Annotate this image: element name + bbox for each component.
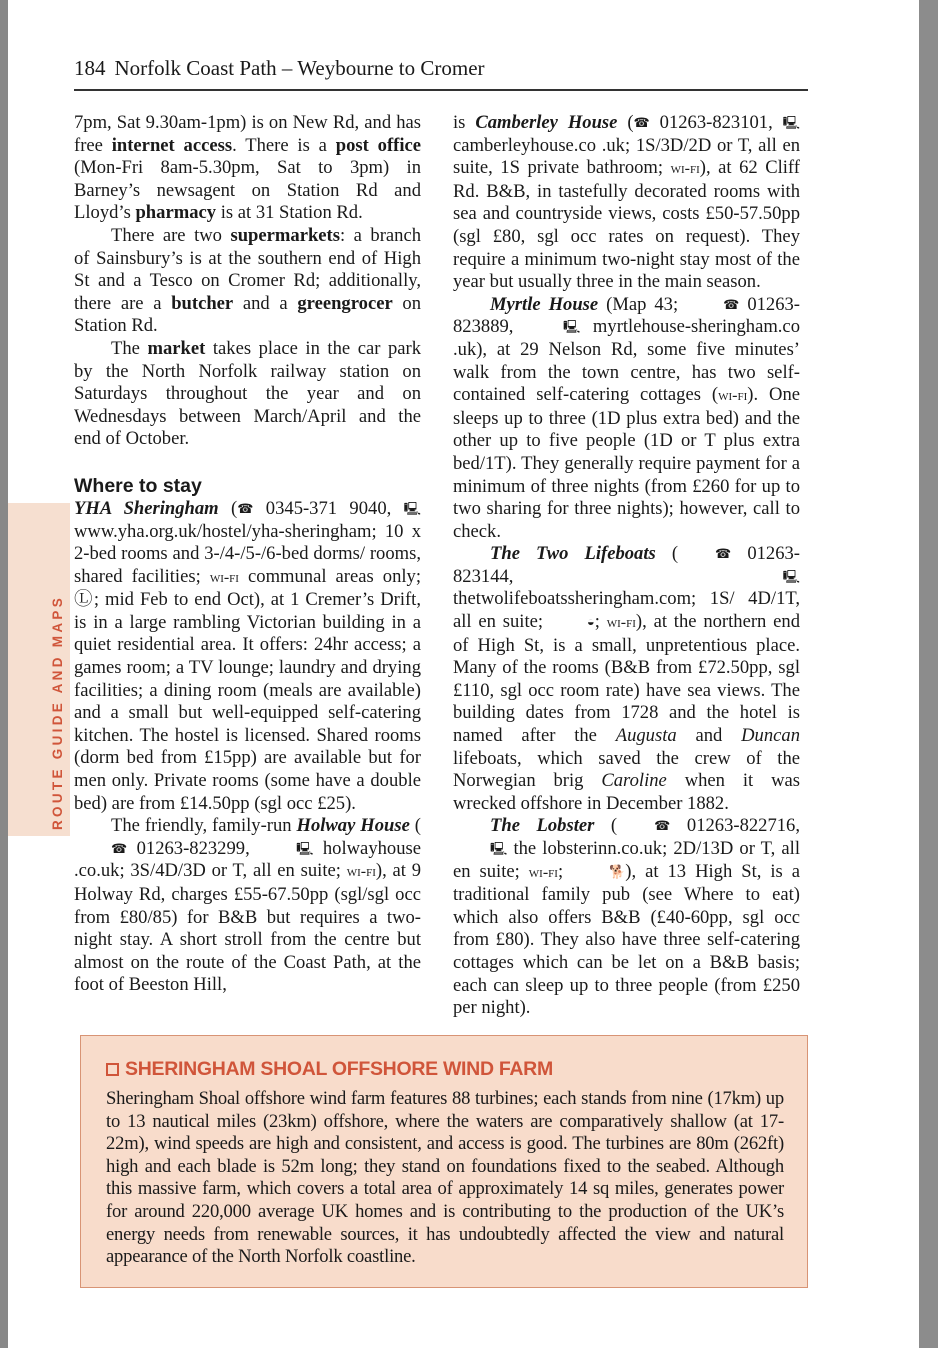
viewer-right-scrollbar[interactable] (919, 0, 938, 1348)
computer-icon: 🖳 (563, 319, 581, 335)
listing-name: Camberley House (475, 112, 618, 133)
where-to-stay-heading: Where to stay (74, 474, 202, 497)
running-header (74, 55, 808, 81)
keyword: greengrocer (297, 292, 393, 314)
keyword: market (147, 337, 206, 359)
wifi-label: wi-fi (670, 160, 700, 178)
phone-icon: ☎ (237, 500, 254, 516)
computer-icon: 🖳 (490, 841, 508, 856)
phone-number: 01263-823299, (136, 837, 250, 859)
food-bowl-icon: ◒ (586, 614, 595, 630)
listing-name: The Lobster (490, 815, 595, 837)
dog-icon: 🐕 (609, 863, 626, 879)
phone-icon: ☎ (633, 115, 650, 130)
keyword: post office (335, 134, 421, 156)
header-rule (74, 89, 808, 91)
supermarkets-paragraph: There are two supermarkets: a branch of Sainsbury’s is at the southern end of High St and a Tesco on Cromer Rd; additionally, there are a butcher and a greengrocer on Station Rd. (74, 224, 422, 337)
listing-name: YHA Sheringham (74, 497, 219, 519)
wifi-label: wi-fi (528, 863, 558, 881)
myrtle-entry: Myrtle House (Map 43; ☎ 01263-823889, 🖳 myrtlehouse-sheringham.co .uk), at 29 Nelson Rd, some five minutes’ walk from the town centre, has two self-contained self-catering cottages (wi-fi). One sleeps up to three (1D plus extra bed) and the other up to five people (1D or T plus extra bed/1T). They generally require payment for a minimum of three nights (from £260 for up to two sharing for three nights); however, call to check. (453, 293, 800, 542)
phone-icon: ☎ (111, 840, 128, 856)
computer-icon: 🖳 (782, 115, 800, 130)
camberley-entry: is Camberley House (☎ 01263-823101, 🖳 camberleyhouse.co .uk; 1S/3D/2D or T, all en suite, 1S private bathroom; wi-fi), at 62 Cliff Rd. B&B, in tastefully decorated rooms with sea and countryside views, costs £50-57.50pp (sgl £80, sgl occ rates on request). They require a minimum two-night stay most of the year but usually three in the main season. (453, 112, 800, 293)
wifi-label: wi-fi (346, 863, 376, 881)
computer-icon: 🖳 (296, 840, 314, 856)
holway-entry: The friendly, family-run Holway House (☎ 01263-823299, 🖳 holwayhouse .co.uk; 3S/4D/3D or T, all en suite; wi-fi), at 9 Holway Rd, charges £55-67.50pp (sgl/sgl occ from £80/85) for B&B but requires a two-night stay. A short stroll from the centre but almost on the route of the Coast Path, at the foot of Beeston Hill, (74, 815, 421, 996)
keyword: internet access (111, 134, 233, 156)
two-lifeboats-entry: The Two Lifeboats ( ☎ 01263-823144, 🖳 thetwolifeboatssheringham.com; 1S/ 4D/1T, all en suite; ◒; wi-fi), at the northern end of High St, is a small, unpretentious place. Many of the rooms (B&B from £72.50pp, sgl £110, sgl occ room rate) have sea views. The building dates from 1728 and the hotel is named after the Augusta and Duncan lifeboats, which saved the crew of the Norwegian brig Caroline when it was wrecked offshore in December 1882. (453, 543, 801, 814)
market-paragraph: The market takes place in the car park by the North Norfolk railway station on Saturdays throughout the year and on Wednesdays between March/April and the end of October. (74, 337, 421, 450)
computer-icon: 🖳 (403, 500, 421, 516)
licensed-icon: Ⓛ (74, 589, 94, 611)
phone-number: 01263-823889, (453, 293, 800, 338)
side-tab-label: ROUTE GUIDE AND MAPS (50, 594, 65, 830)
keyword: pharmacy (135, 202, 217, 224)
left-column (74, 112, 421, 997)
wifi-label: wi-fi (209, 568, 239, 586)
phone-icon: ☎ (654, 818, 671, 834)
phone-number: 01263-822716, (686, 815, 800, 837)
phone-number: 01263-823101, (659, 112, 773, 133)
yha-entry: YHA Sheringham (☎ 0345-371 9040, 🖳 www.yha.org.uk/hostel/yha-sheringham; 10 x 2-bed rooms and 3-/4-/5-/6-bed dorms/ rooms, shared facilities; wi-fi communal areas only; Ⓛ; mid Feb to end Oct), at 1 Cremer’s Drift, is in a large rambling Victorian building in a quiet residential area. It offers: 24hr access; a games room; a TV lounge; laundry and drying facilities; a dining room (meals are available) and a small but well-equipped self-catering kitchen. The hostel is licensed. Shared rooms (dorm bed from £15pp) are available but for men only. Private rooms (some have a double bed) are from £14.50pp (sgl occ £25). (74, 497, 422, 814)
keyword: butcher (171, 292, 234, 314)
lobster-entry: The Lobster ( ☎ 01263-822716, 🖳 the lobsterinn.co.uk; 2D/13D or T, all en suite; wi-fi; 🐕), at 13 High St, is a traditional family pub (see Where to eat) which also offers B&B (£40-60pp, sgl occ from £80). They also have three self-catering cottages which can be let on a B&B basis; each can sleep up to three people (from £250 per night). (453, 815, 800, 1019)
checkbox-square-icon (106, 1063, 119, 1076)
keyword: supermarkets (230, 224, 340, 246)
page-title: Norfolk Coast Path – Weybourne to Cromer (114, 56, 485, 80)
wind-farm-box (80, 1035, 808, 1288)
box-body: Sheringham Shoal offshore wind farm features 88 turbines; each stands from nine (17km) up to 13 nautical miles (23km) offshore, where the waters are comparatively shallow (at 17-22m), wind speeds are high and consistent, and access is good. The turbines are 80m (262ft) high and each blade is 52m long; they stand on foundations fixed to the seabed. Although this massive farm, which covers a total area of approximately 14 sq miles, generates power for around 220,000 average UK homes and is contributing to the production of the UK’s energy needs from renewable sources, it has undoubtedly affected the view and natural appearance of the North Norfolk coastline. (106, 1088, 784, 1268)
listing-name: Myrtle House (490, 293, 599, 315)
phone-icon: ☎ (723, 296, 740, 312)
phone-number: 01263-823144, (453, 543, 800, 587)
wifi-label: wi-fi (606, 614, 636, 632)
phone-number: 0345-371 9040, (265, 497, 392, 519)
page-number: 184 (74, 56, 106, 80)
right-column (453, 112, 800, 1020)
viewer-left-gutter (0, 0, 8, 1348)
listing-name: Holway House (296, 815, 410, 837)
listing-name: The Two Lifeboats (490, 543, 656, 565)
box-title: SHERINGHAM SHOAL OFFSHORE WIND FARM (106, 1058, 553, 1081)
phone-icon: ☎ (715, 546, 732, 562)
wifi-label: wi-fi (718, 387, 748, 405)
services-paragraph: 7pm, Sat 9.30am-1pm) is on New Rd, and has free internet access. There is a post office (Mon-Fri 8am-5.30pm, Sat to 3pm) in Barney’s newsagent on Station Rd and Lloyd’s pharmacy is at 31 Station Rd. (74, 112, 421, 224)
computer-icon: 🖳 (782, 568, 800, 584)
